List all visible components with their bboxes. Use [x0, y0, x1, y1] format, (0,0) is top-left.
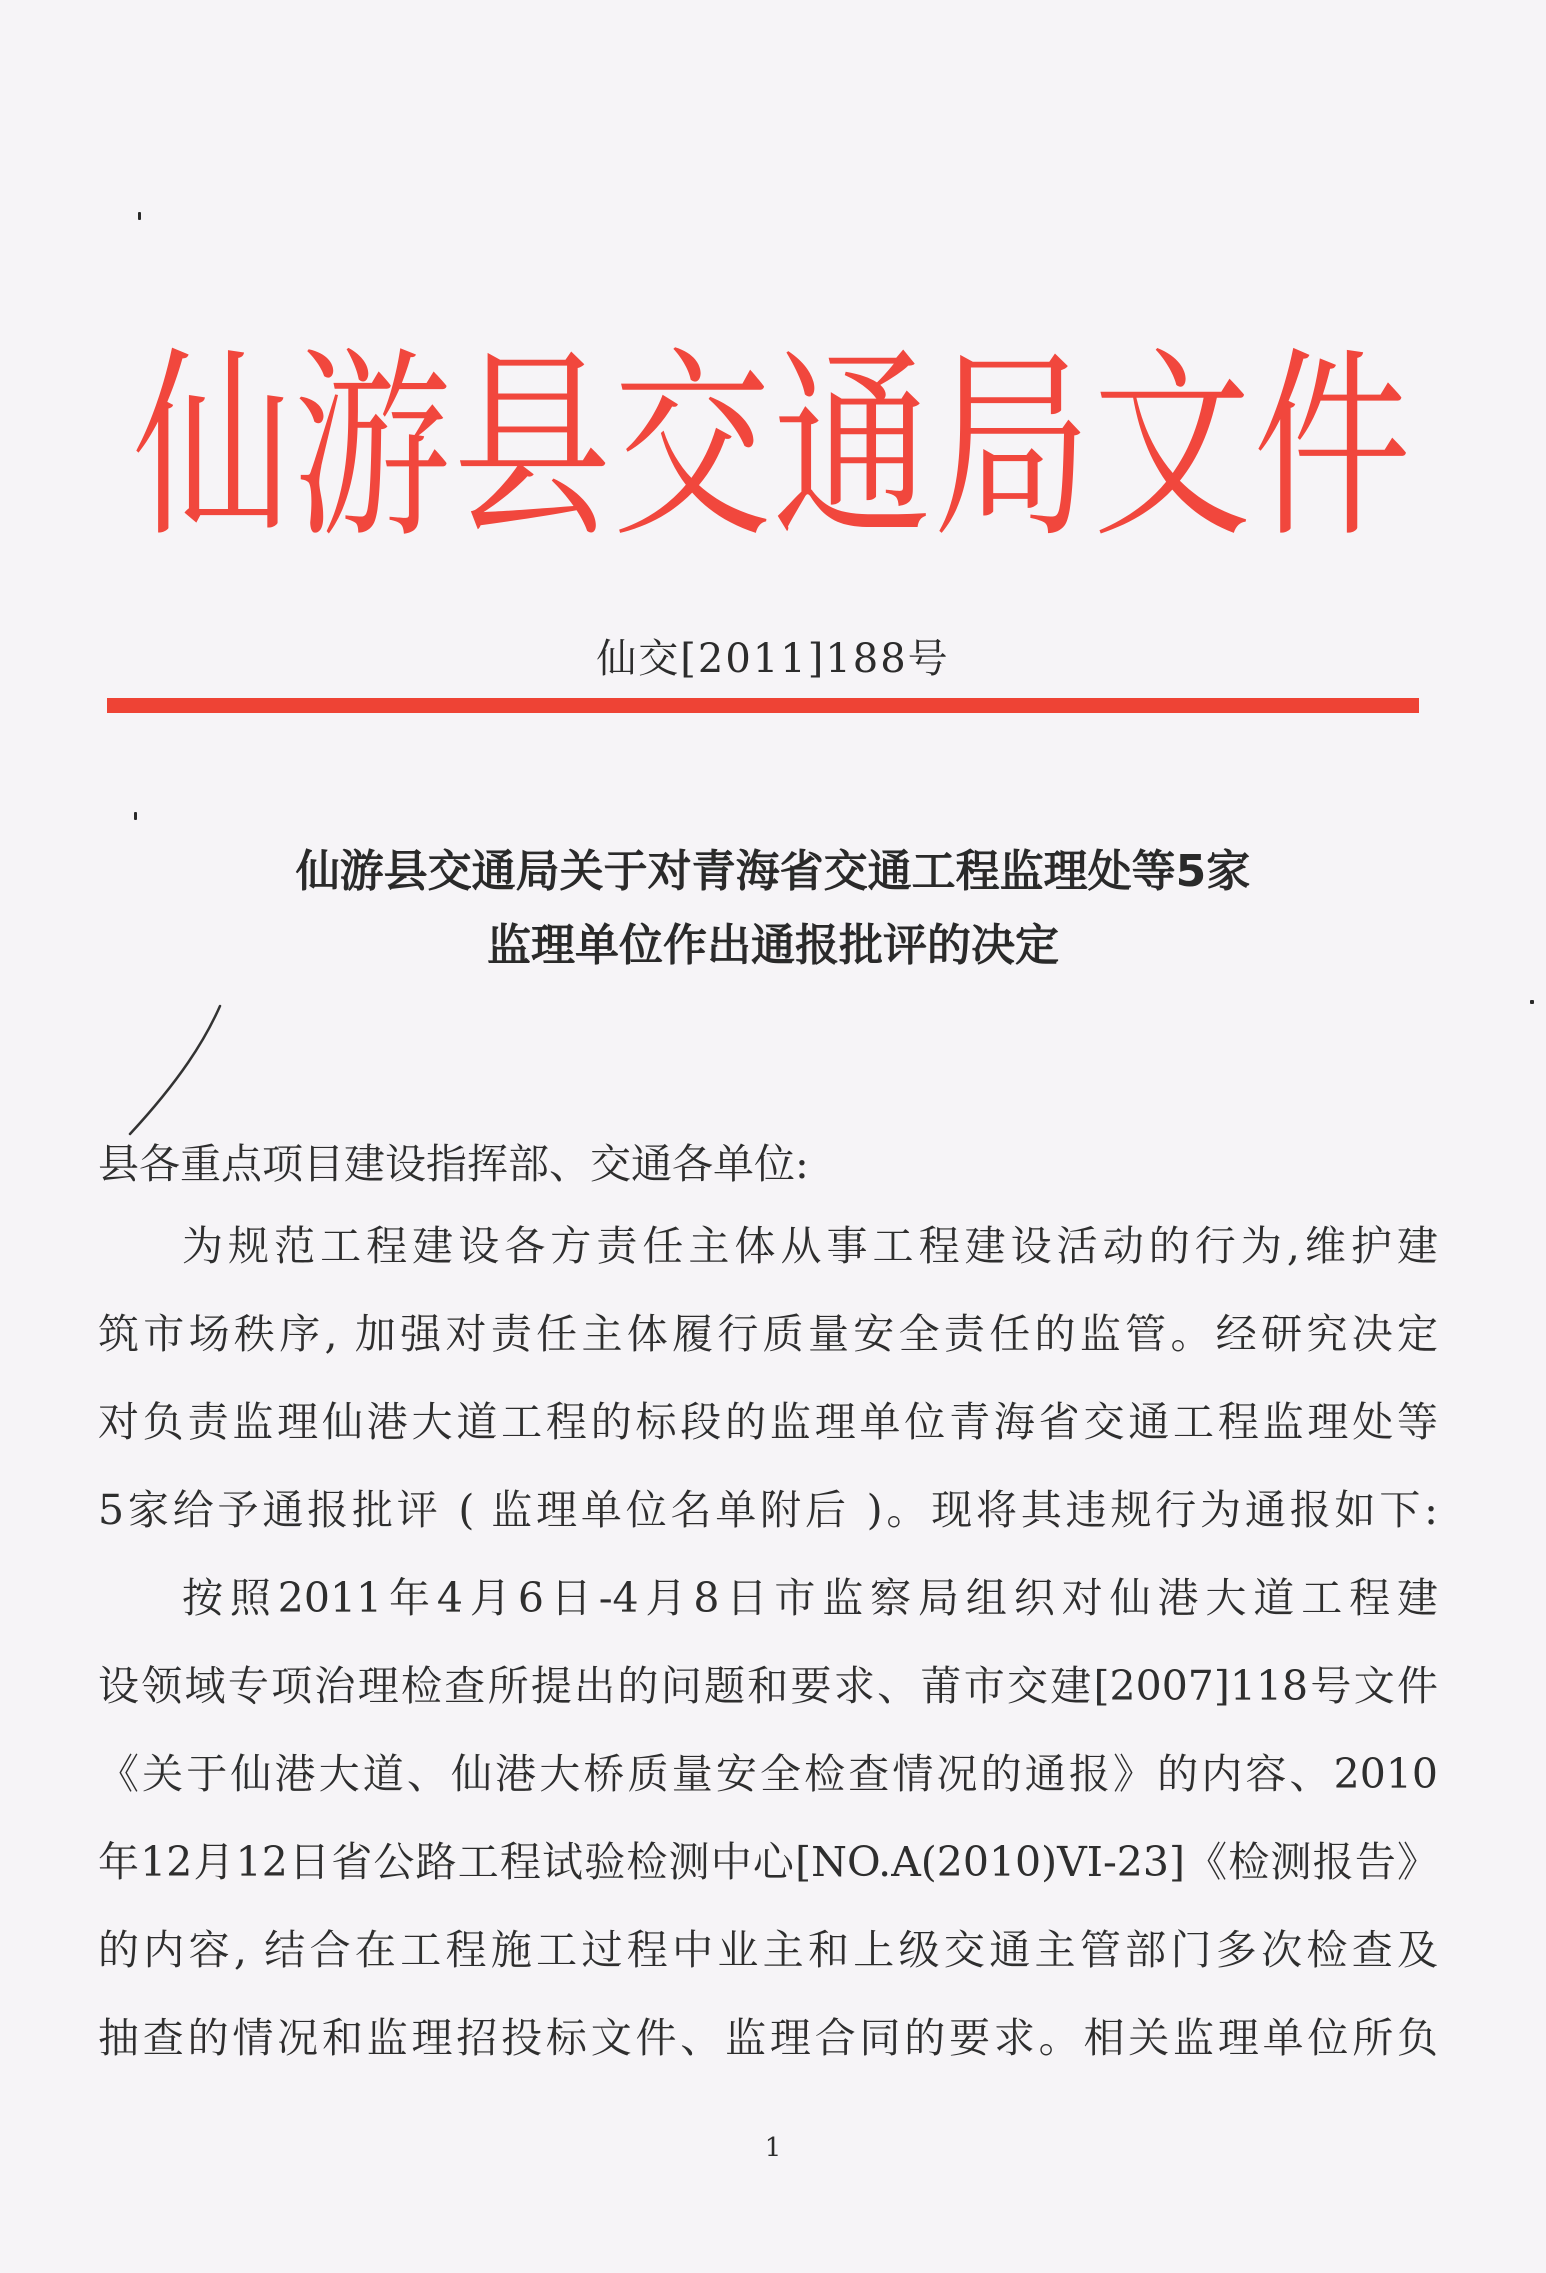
- issuer-heading: 仙游县交通局文件: [133, 330, 1413, 566]
- paragraph-1-line: 为规范工程建设各方责任主体从事工程建设活动的行为,维护建: [182, 1222, 1438, 1270]
- scan-speck: [138, 212, 141, 220]
- pen-stroke-mark: [120, 1000, 240, 1140]
- document-title-line-1: 仙游县交通局关于对青海省交通工程监理处等5家: [295, 846, 1251, 897]
- paragraph-2-line: 《关于仙港大道、仙港大桥质量安全检查情况的通报》的内容、2010: [98, 1750, 1438, 1798]
- paragraph-1-line: 对负责监理仙港大道工程的标段的监理单位青海省交通工程监理处等: [98, 1398, 1438, 1446]
- paragraph-1: [98, 1216, 1438, 1534]
- paragraph-2-line: 的内容, 结合在工程施工过程中业主和上级交通主管部门多次检查及: [98, 1926, 1438, 1974]
- paragraph-2-line: 年12月12日省公路工程试验检测中心[NO.A(2010)VI-23]《检测报告》: [98, 1838, 1438, 1886]
- scan-speck: [1530, 1000, 1534, 1004]
- page-number: 1: [764, 2133, 782, 2163]
- scan-speck: [134, 812, 137, 820]
- document-title-line-2: 监理单位作出通报批评的决定: [487, 920, 1059, 971]
- paragraph-1-line: 5家给予通报批评 ( 监理单位名单附后 )。现将其违规行为通报如下:: [98, 1486, 1438, 1534]
- paragraph-1-line: 筑市场秩序, 加强对责任主体履行质量安全责任的监管。经研究决定: [98, 1310, 1438, 1358]
- red-divider-rule: [107, 698, 1419, 713]
- document-number: 仙交[2011]188号: [596, 636, 950, 682]
- paragraph-2-line: 设领域专项治理检查所提出的问题和要求、莆市交建[2007]118号文件: [98, 1662, 1438, 1710]
- salutation: 县各重点项目建设指挥部、交通各单位:: [98, 1140, 809, 1188]
- paragraph-2: [98, 1568, 1438, 2088]
- paragraph-2-line: 抽查的情况和监理招投标文件、监理合同的要求。相关监理单位所负: [98, 2014, 1438, 2062]
- paragraph-2-line: 按照2011年4月6日-4月8日市监察局组织对仙港大道工程建: [182, 1574, 1438, 1622]
